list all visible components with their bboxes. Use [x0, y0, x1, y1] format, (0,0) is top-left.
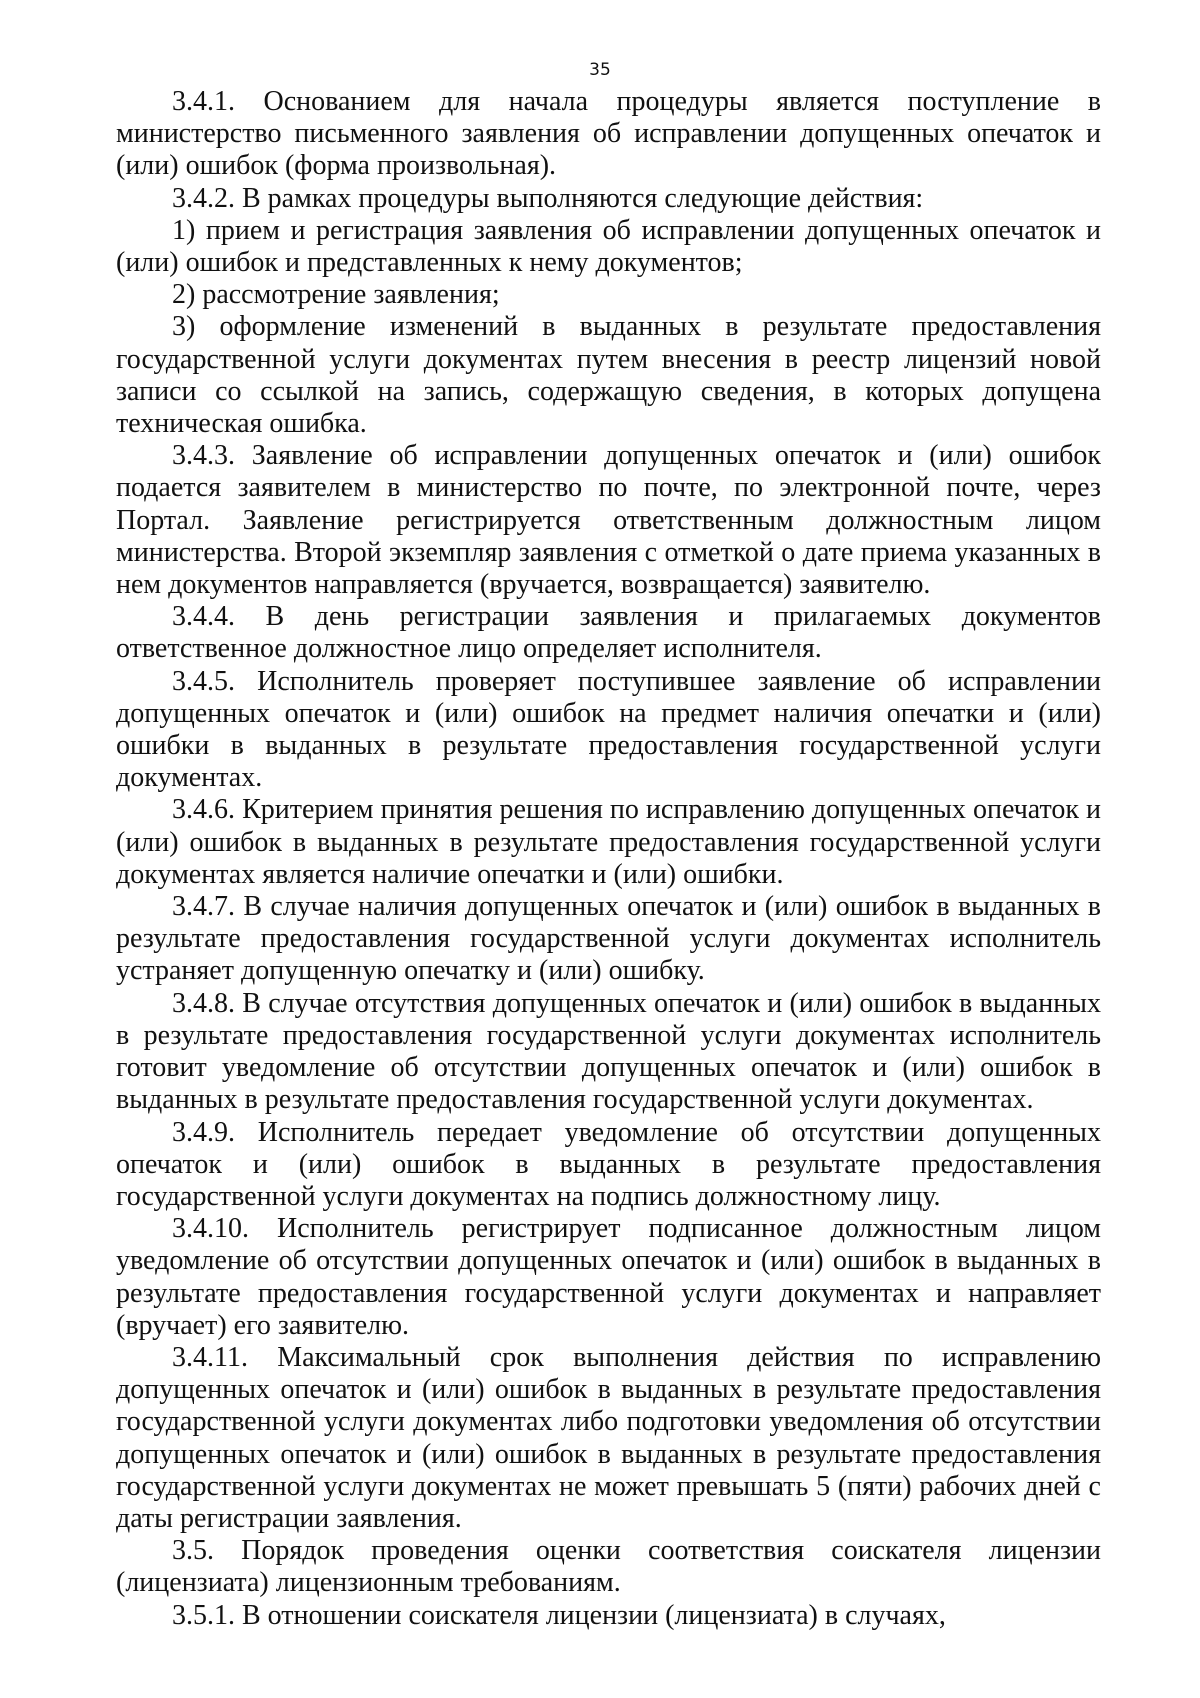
paragraph-3-4-4	[116, 601, 1101, 665]
paragraph-number: 3.5.1.	[172, 1599, 235, 1631]
list-item-2	[116, 279, 1101, 311]
paragraph-number: 3.4.4.	[172, 601, 235, 633]
list-item-text: прием и регистрация заявления об исправлении допущенных опечаток и (или) ошибок и представленных к нему документов;	[116, 214, 1102, 279]
paragraph-number: 3.4.11.	[172, 1341, 248, 1373]
page-number: 35	[589, 60, 611, 80]
list-item-3	[116, 311, 1101, 440]
paragraph-text: В рамках процедуры выполняются следующие действия:	[242, 182, 924, 214]
paragraph-number: 3.4.8.	[172, 987, 235, 1019]
paragraph-3-4-3	[116, 440, 1101, 601]
paragraph-text: В случае отсутствия допущенных опечаток и (или) ошибок в выданных в результате предоставления государственной услуги документах исполнитель готовит уведомление об отсутствии допущенных опечаток и (или) ошибок в выданных в результате предоставления государственной услуги документах.	[116, 987, 1101, 1116]
paragraph-text: Исполнитель передает уведомление об отсутствии допущенных опечаток и (или) ошибок в выданных в результате предоставления государственной услуги документах на подпись должностному лицу.	[116, 1116, 1101, 1212]
document-body	[116, 86, 1101, 1632]
list-item-number: 3)	[172, 311, 196, 343]
paragraph-3-4-8	[116, 988, 1101, 1117]
list-item-number: 2)	[172, 279, 196, 311]
paragraph-3-4-11	[116, 1342, 1101, 1535]
paragraph-number: 3.4.1.	[172, 86, 235, 117]
paragraph-text: В день регистрации заявления и прилагаемых документов ответственное должностное лицо определяет исполнителя.	[116, 601, 1101, 665]
paragraph-number: 3.4.9.	[172, 1116, 235, 1148]
paragraph-text: Порядок проведения оценки соответствия соискателя лицензии (лицензиата) лицензионным требованиям.	[116, 1535, 1102, 1599]
paragraph-3-5-1	[116, 1600, 1101, 1632]
paragraph-3-4-1	[116, 86, 1101, 183]
paragraph-text: Критерием принятия решения по исправлению допущенных опечаток и (или) ошибок в выданных в результате предоставления государственной услуги документах является наличие опечатки и (или) ошибки.	[116, 794, 1101, 890]
paragraph-number: 3.4.7.	[172, 891, 235, 923]
paragraph-text: Основанием для начала процедуры является поступление в министерство письменного заявления об исправлении допущенных опечаток и (или) ошибок (форма произвольная).	[116, 86, 1102, 182]
paragraph-3-4-9	[116, 1117, 1101, 1214]
paragraph-number: 3.4.3.	[172, 440, 235, 472]
paragraph-text: Заявление об исправлении допущенных опечаток и (или) ошибок подается заявителем в министерство по почте, по электронной почте, через Портал. Заявление регистрируется ответственным должностным лицом министерства. Второй экземпляр заявления с отметкой о дате приема указанных в нем документов направляется (вручается, возвращается) заявителю.	[116, 440, 1102, 601]
paragraph-3-4-7	[116, 891, 1101, 988]
paragraph-text: В случае наличия допущенных опечаток и (или) ошибок в выданных в результате предоставления государственной услуги документах исполнитель устраняет допущенную опечатку и (или) ошибку.	[116, 891, 1101, 987]
paragraph-number: 3.5.	[172, 1535, 214, 1567]
list-item-number: 1)	[172, 214, 196, 246]
paragraph-3-4-5	[116, 666, 1101, 795]
paragraph-text: В отношении соискателя лицензии (лицензиата) в случаях,	[242, 1599, 946, 1631]
paragraph-3-4-2	[116, 183, 1101, 215]
paragraph-3-4-10	[116, 1213, 1101, 1342]
paragraph-text: Исполнитель регистрирует подписанное должностным лицом уведомление об отсутствии допущенных опечаток и (или) ошибок в выданных в результате предоставления государственной услуги документах и направляет (вручает) его заявителю.	[116, 1213, 1102, 1341]
paragraph-number: 3.4.6.	[172, 794, 235, 826]
paragraph-number: 3.4.10.	[172, 1213, 249, 1245]
list-item-text: рассмотрение заявления;	[202, 279, 500, 311]
paragraph-3-5	[116, 1535, 1101, 1599]
list-item-1	[116, 215, 1101, 279]
paragraph-3-4-6	[116, 794, 1101, 891]
paragraph-number: 3.4.5.	[172, 665, 235, 697]
paragraph-text: Исполнитель проверяет поступившее заявление об исправлении допущенных опечаток и (или) ошибок на предмет наличия опечатки и (или) ошибки в выданных в результате предоставления государственной услуги документах.	[116, 665, 1102, 794]
paragraph-text: Максимальный срок выполнения действия по исправлению допущенных опечаток и (или) ошибок в выданных в результате предоставления государственной услуги документах либо подготовки уведомления об отсутствии допущенных опечаток и (или) ошибок в выданных в результате предоставления государственной услуги документах не может превышать 5 (пяти) рабочих дней с даты регистрации заявления.	[116, 1341, 1101, 1534]
list-item-text: оформление изменений в выданных в результате предоставления государственной услуги документах путем внесения в реестр лицензий новой записи со ссылкой на запись, содержащую сведения, в которых допущена техническая ошибка.	[116, 311, 1101, 440]
paragraph-number: 3.4.2.	[172, 182, 235, 214]
